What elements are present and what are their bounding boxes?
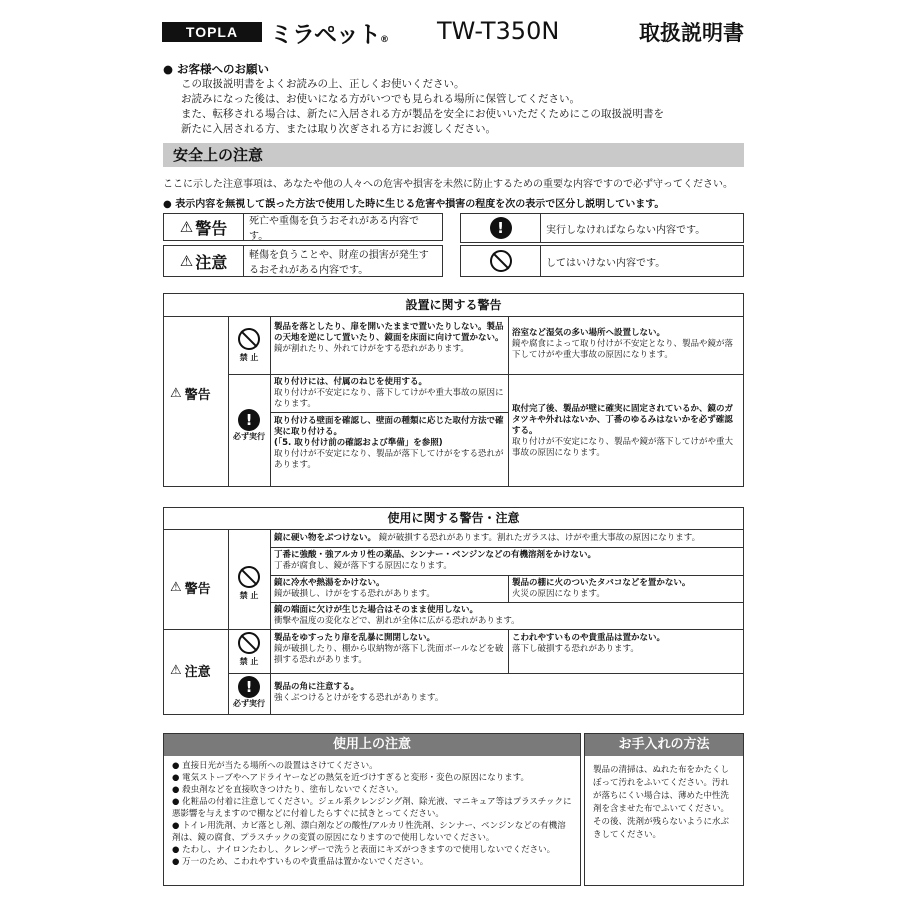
usage-note-item: ● 万一のため、こわれやすいものや貴重品は置かないでください。 bbox=[172, 857, 429, 867]
usage-notes-box bbox=[163, 733, 581, 886]
install-c1-text: 鏡が割れたり、外れてけがをする恐れがあります。 bbox=[274, 344, 469, 354]
usage-r4-text: 衝撃や温度の変化などで、割れが全体に広がる恐れがあります。 bbox=[274, 616, 520, 626]
legend-caution bbox=[163, 245, 443, 277]
intro-line: 新たに入居される方、または取り次ぎされる方にお渡しください。 bbox=[181, 123, 496, 135]
usage-r1-text: 鏡が破損する恐れがあります。割れたガラスは、けがや重大事故の原因になります。 bbox=[378, 533, 701, 543]
warning-triangle-icon: ⚠ bbox=[170, 580, 182, 595]
usage-note-item: ● トイレ用洗剤、カビ落とし剤、漂白剤などの酸性/アルカリ性洗剤、シンナー、ベンジンなどの有機溶剤は、鏡の腐食、プラスチックの変質の原因になりますので使用しないでください。 bbox=[172, 821, 566, 843]
install-cell-wall bbox=[274, 416, 504, 471]
usage-caution-prohibit-symbol bbox=[228, 632, 270, 667]
install-c3-bold: 取り付けには、付属のねじを使用する。 bbox=[274, 377, 428, 387]
usage-r5-bold: 製品をゆすったり扉を乱暴に開閉しない。 bbox=[274, 633, 435, 643]
install-c2-bold: 浴室など湿気の多い場所へ設置しない。 bbox=[512, 328, 666, 338]
install-c4-bold: 取り付ける壁面を確認し、壁面の種類に応じた取付方法で確実に取り付ける。 bbox=[274, 416, 504, 437]
exclamation-icon: ! bbox=[238, 676, 260, 698]
usage-r2-bold: 丁番に強酸・強アルカリ性の薬品、シンナー・ベンジンなどの有機溶剤をかけない。 bbox=[274, 550, 597, 560]
usage-r5b-bold: こわれやすいものや貴重品は置かない。 bbox=[512, 633, 666, 643]
customer-request bbox=[163, 62, 743, 137]
prohibited-icon bbox=[238, 328, 260, 350]
topla-logo: TOPLA bbox=[162, 22, 262, 42]
install-cell-check bbox=[512, 404, 740, 459]
usage-prohibit-label: 禁 止 bbox=[239, 591, 259, 600]
installation-table-title: 設置に関する警告 bbox=[164, 294, 743, 317]
intro-line: また、転移される場合は、新たに入居される方が製品を安全にお使いいただくためにこの取扱説明書を bbox=[181, 108, 664, 120]
usage-caution-prohibit-label: 禁 止 bbox=[239, 657, 259, 666]
install-prohibit-label: 禁 止 bbox=[239, 353, 259, 362]
exclamation-icon: ! bbox=[490, 217, 512, 239]
usage-row-corners bbox=[274, 682, 740, 704]
install-c4-text: 取り付けが不安定になり、製品が落下してけがをする恐れがあります。 bbox=[274, 449, 504, 470]
legend-warning-desc: 死亡や重傷を負うおそれがある内容です。 bbox=[249, 216, 419, 242]
usage-r2-text: 丁番が腐食し、鏡が落下する原因になります。 bbox=[274, 561, 452, 571]
usage-note-item: ● 殺虫剤などを直接吹きつけたり、塗布しないでください。 bbox=[172, 785, 404, 795]
usage-caut-text: 注意 bbox=[184, 665, 211, 680]
install-cell-drop bbox=[274, 322, 504, 355]
model-number: TW-T350N bbox=[437, 17, 560, 45]
usage-note-item: ● 化粧品の付着に注意してください。ジェル系クレンジング剤、除光液、マニキュア等はプラスチックに悪影響を与えますので棚などに付着したらすぐに拭きとってください。 bbox=[172, 797, 572, 819]
warning-triangle-icon: ⚠ bbox=[170, 386, 182, 401]
prohibited-icon bbox=[238, 566, 260, 588]
legend-prohibit-icon-cell bbox=[461, 246, 541, 276]
usage-r3-bold: 鏡に冷水や熱湯をかけない。 bbox=[274, 578, 385, 588]
install-cell-screws bbox=[274, 377, 504, 410]
usage-row-hard-object bbox=[274, 533, 740, 544]
usage-r4-bold: 鏡の端面に欠けが生じた場合はそのまま使用しない。 bbox=[274, 605, 479, 615]
install-cell-humid bbox=[512, 328, 740, 361]
usage-notes-title: 使用上の注意 bbox=[164, 734, 580, 756]
install-must-symbol bbox=[228, 409, 270, 442]
usage-row-cigarette bbox=[512, 578, 740, 600]
prohibited-icon bbox=[238, 632, 260, 654]
install-c2-text: 鏡や腐食によって取り付けが不安定となり、製品や鏡が落下してけがや重大事故の原因になります。 bbox=[512, 339, 734, 360]
usage-note-item: ● たわし、ナイロンたわし、クレンザーで洗うと表面にキズがつきますので使用しないでください。 bbox=[172, 845, 556, 855]
legend-must bbox=[460, 213, 744, 243]
legend-prohibit-desc: してはいけない内容です。 bbox=[546, 257, 666, 269]
care-box bbox=[584, 733, 744, 886]
install-level-text: 警告 bbox=[184, 388, 211, 403]
intro-line: お読みになった後は、お使いになる方がいつでも見られる場所に保管してください。 bbox=[181, 93, 580, 105]
legend-caution-label bbox=[164, 246, 244, 276]
exclamation-icon: ! bbox=[238, 409, 260, 431]
safety-section-title: 安全上の注意 bbox=[163, 143, 744, 167]
care-text: 製品の清掃は、ぬれた布をかたくしぼって汚れをふいてください。汚れが落ちにくい場合は、薄めた中性洗剤を含ませた布でふいてください。その後、洗剤が残らないように水ぶきしてください。 bbox=[593, 765, 730, 840]
legend-must-icon-cell bbox=[461, 214, 541, 242]
caution-triangle-icon: ⚠ bbox=[170, 663, 182, 678]
usage-r1-bold: 鏡に硬い物をぶつけない。 bbox=[274, 533, 377, 543]
intro-line: この取扱説明書をよくお読みの上、正しくお使いください。 bbox=[181, 78, 465, 90]
brand-text: ミラペット bbox=[270, 22, 380, 48]
install-prohibit-symbol bbox=[228, 328, 270, 363]
install-c4-ref: (「5. 取り付け前の確認および準備」を参照) bbox=[274, 438, 443, 448]
safety-description-2: ● 表示内容を無視して誤った方法で使用した時に生じる危害や損害の程度を次の表示で区分し説明しています。 bbox=[163, 199, 665, 210]
usage-r6-text: 強くぶつけるとけがをする恐れがあります。 bbox=[274, 693, 444, 703]
install-c1-bold: 製品を落としたり、扉を開いたままで置いたりしない。製品の天地を逆にして置いたり、鏡面を床面に向けて置かない。 bbox=[274, 322, 504, 343]
usage-must-label: 必ず実行 bbox=[233, 699, 265, 708]
legend-warning-text: 警告 bbox=[195, 218, 228, 238]
install-c5-bold: 取付完了後、製品が壁に確実に固定されているか、鏡のガタツキや外れはないか、丁番のゆるみはないかを必ず確認する。 bbox=[512, 404, 734, 436]
usage-row-water bbox=[274, 578, 506, 600]
usage-notes-list bbox=[164, 756, 580, 872]
usage-caution-level bbox=[170, 661, 211, 680]
usage-warning-level bbox=[170, 578, 211, 597]
usage-note-item: ● 電気ストーブやヘアドライヤーなどの熱気を近づけすぎると変形・変色の原因になります。 bbox=[172, 773, 530, 783]
brand-name bbox=[270, 16, 388, 49]
usage-row-shake bbox=[274, 633, 506, 666]
legend-must-desc: 実行しなければならない内容です。 bbox=[546, 224, 706, 236]
legend-prohibit bbox=[460, 245, 744, 277]
legend-caution-desc: 軽傷を負うことや、財産の損害が発生するおそれがある内容です。 bbox=[249, 250, 429, 276]
care-title: お手入れの方法 bbox=[585, 734, 743, 756]
usage-r6-bold: 製品の角に注意する。 bbox=[274, 682, 360, 692]
customer-request-heading: ● お客様へのお願い bbox=[163, 62, 270, 76]
usage-prohibit-symbol bbox=[228, 566, 270, 601]
usage-r5-text: 鏡が破損したり、棚から収納物が落下し洗面ボールなどを破損する恐れがあります。 bbox=[274, 644, 504, 665]
usage-r3b-bold: 製品の棚に火のついたタバコなどを置かない。 bbox=[512, 578, 691, 588]
usage-must-symbol bbox=[228, 676, 270, 709]
registered-mark: ® bbox=[380, 35, 388, 45]
legend-caution-text: 注意 bbox=[195, 252, 228, 272]
usage-r5b-text: 落下し破損する恐れがあります。 bbox=[512, 644, 639, 654]
legend-warning-label bbox=[164, 214, 244, 240]
prohibited-icon bbox=[490, 250, 512, 272]
usage-warn-text: 警告 bbox=[184, 582, 211, 597]
usage-r3b-text: 火災の原因になります。 bbox=[512, 589, 605, 599]
install-warning-level bbox=[170, 384, 211, 403]
safety-description: ここに示した注意事項は、あなたや他の人々への危害や損害を未然に防止するための重要な内容ですので必ず守ってください。 bbox=[163, 179, 733, 190]
caution-triangle-icon: ⚠ bbox=[179, 252, 194, 270]
warning-triangle-icon: ⚠ bbox=[179, 218, 194, 236]
usage-row-chipped bbox=[274, 605, 740, 627]
install-must-label: 必ず実行 bbox=[233, 432, 265, 441]
installation-warning-table bbox=[163, 293, 744, 487]
document-title: 取扱説明書 bbox=[639, 21, 744, 45]
install-c3-text: 取り付けが不安定になり、落下してけがや重大事故の原因になります。 bbox=[274, 388, 504, 409]
usage-row-chemicals bbox=[274, 550, 740, 572]
usage-warning-table bbox=[163, 507, 744, 715]
usage-row-valuables bbox=[512, 633, 740, 655]
usage-note-item: ● 直接日光が当たる場所への設置はさけてください。 bbox=[172, 761, 378, 771]
usage-r3-text: 鏡が破損し、けがをする恐れがあります。 bbox=[274, 589, 435, 599]
install-c5-text: 取り付けが不安定になり、製品や鏡が落下してけがや重大事故の原因になります。 bbox=[512, 437, 734, 458]
usage-table-title: 使用に関する警告・注意 bbox=[164, 508, 743, 530]
legend-warning bbox=[163, 213, 443, 241]
page-header bbox=[162, 14, 744, 46]
